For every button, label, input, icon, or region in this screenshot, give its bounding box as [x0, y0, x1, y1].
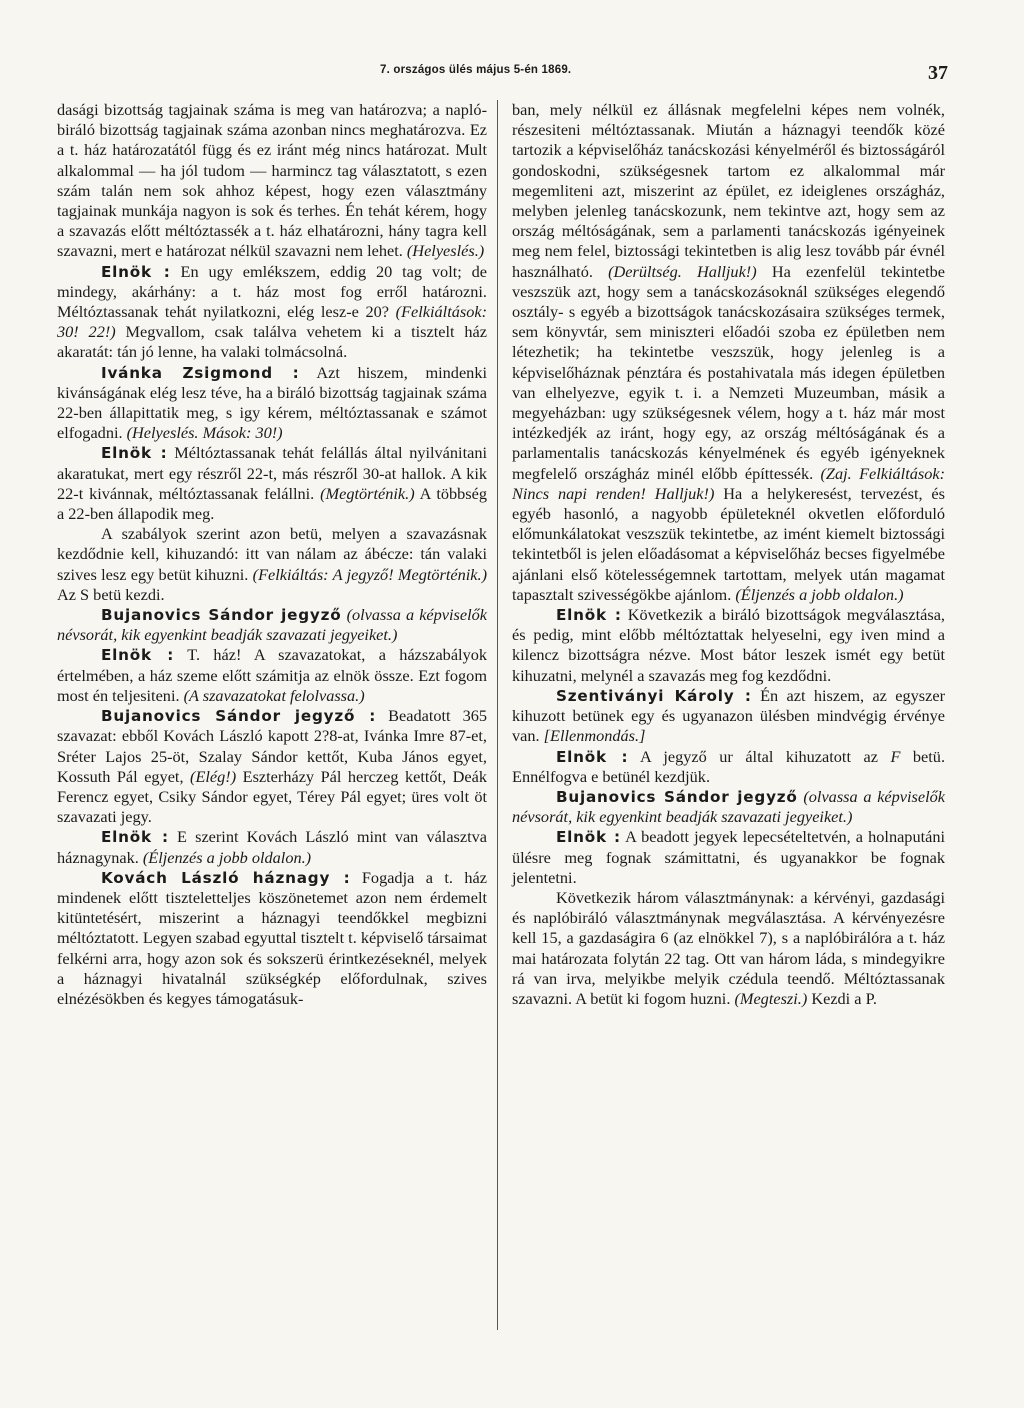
- paragraph: Elnök : En ugy emlékszem, eddig 20 tag volt; de mindegy, akárhány: a t. ház most fog erről határozni. Méltóztassanak tehát nyilatkozni, elég lesz-e 20? (Felkiáltások: 30! 22!) Megvallom, csak találva vehetem ki a tisztelt ház akaratát: tán jó lenne, ha valaki tolmácsolná.: [57, 261, 487, 362]
- speaker-name: Elnök :: [101, 646, 175, 665]
- speaker-name: Elnök :: [556, 828, 621, 847]
- speaker-name: Elnök :: [101, 262, 171, 281]
- paragraph: Elnök : E szerint Kovách László mint van választva háznagynak. (Éljenzés a jobb oldalon.): [57, 827, 488, 867]
- right-column: [512, 100, 945, 1009]
- header-title: 7. országos ülés május 5-én 1869.: [380, 64, 572, 76]
- speaker-name: Bujanovics Sándor jegyző :: [101, 707, 377, 726]
- paragraph: Bujanovics Sándor jegyző (olvassa a képviselők névsorát, kik egyenkint beadják szavazati jegyeiket.): [512, 786, 946, 827]
- paragraph: Szentiványi Károly : Én azt hiszem, az egyszer kihuzott betünek egy és ugyanazon ülésben mindvégig érvénye van. [Ellenmondás.]: [512, 685, 945, 746]
- speaker-name: Szentiványi Károly :: [556, 686, 752, 705]
- speaker-name: Elnök :: [556, 606, 622, 625]
- page-number: 37: [928, 62, 948, 84]
- paragraph: Ivánka Zsigmond : Azt hiszem, mindenki kivánságának elég lesz téve, ha a biráló bizottság tagjainak száma 22-ben állapittatik meg, s igy kérem, méltóztassanak e számot elfogadni. (Helyeslés. Mások: 30!): [57, 362, 487, 443]
- speaker-name: Elnök :: [556, 747, 629, 766]
- paragraph: Bujanovics Sándor jegyző (olvassa a képviselők névsorát, kik egyenkint beadják szavazati jegyeiket.): [57, 605, 487, 645]
- paragraph: dasági bizottság tagjainak száma is meg van határozva; a napló-biráló bizottság tagjainak száma azonban nincs meghatározva. Ez a t. ház határozatától függ és ez iránt még nincs határozat. Mult alkalommal — ha jól tudom — harmincz tag választatott, s ezen szám talán nem sok ahhoz képest, hogy ezen választmány tagjainak munkája nagyon is sok és terhes. Én tehát kérem, hogy a szavazás előtt méltóztassék a t. ház elhatározni, hány tagra kell szavazni, mert e határozat nélkül szavazni nem lehet. (Helyeslés.): [57, 100, 487, 261]
- paragraph: Elnök : T. ház! A szavazatokat, a házszabályok értelmében, a ház szeme előtt számitja az elnök össze. Ezt fogom most én teljesiteni. (A szavazatokat felolvassa.): [57, 645, 487, 705]
- left-column: [57, 100, 487, 1009]
- paragraph: Elnök : A beadott jegyek lepecsételtetvén, a holnaputáni ülésre meg fognak számittatni, és ugyanakkor be fognak jelentetni.: [512, 827, 946, 887]
- paragraph: Kovách László háznagy : Fogadja a t. ház mindenek előtt tiszteletteljes köszönetemet azon nem érdemelt kitüntetésért, miszerint a háznagyi teendőkkel megbizni méltóztatott. Legyen szabad egyuttal tisztelt t. képviselő társaimat felkérni arra, hogy azon sok és sokszerü érintkezéseknél, melyek a háznagyi hivatalnál szükségkép előfordulnak, szives elnézésökben és kegyes támogatásuk-: [57, 867, 487, 1008]
- paragraph: Elnök : Következik a biráló bizottságok megválasztása, és pedig, mint előbb méltóztattak helyeselni, egy iven mind a kilencz bizottságra nézve. Most bátor leszek ismét egy betüt kihuzatni, melynél a szavazás meg fog kezdődni.: [512, 605, 945, 685]
- speaker-name: Elnök :: [101, 828, 169, 847]
- column-divider: [497, 100, 498, 1330]
- paragraph: Elnök : Méltóztassanak tehát felállás által nyilvánitani akaratukat, mert egy részről 22-t, más részről 30-at hallok. A kik 22-t kivánnak, méltóztassanak felállni. (Megtörténik.) A többség a 22-ben állapodik meg.: [57, 443, 487, 524]
- speaker-name: Bujanovics Sándor jegyző: [556, 787, 798, 806]
- paragraph: Bujanovics Sándor jegyző : Beadatott 365 szavazat: ebből Kovách László kapott 2?8-at, Ivánka Imre 87-et, Sréter Lajos 25-öt, Szalay Sándor kettőt, Kuba János egyet, Kossuth Pál egyet, (Elég!) Eszterházy Pál herczeg kettőt, Deák Ferencz egyet, Csiky Sándor egyet, Térey Pál egyet; üres volt öt szavazati jegy.: [57, 706, 487, 827]
- speaker-name: Kovách László háznagy :: [101, 868, 351, 887]
- speaker-name: Elnök :: [101, 444, 168, 463]
- paragraph: ban, mely nélkül ez állásnak megfelelni képes nem volnék, részesiteni méltóztassanak. Miután a háznagyi teendők közé tartozik a képviselőház tanácskozási kényelméről és biztosságáról gondoskodni, szükségesnek tartom ez alkalommal már megemliteni azt, miszerint az épület, ez ideiglenes országház, melyben jelenleg tanácskozunk, nem tekintve azt, hogy sem az ország méltóságának, sem a parlamenti tanácskozás igényeinek meg nem felel, biztossági tekintetben is alig lesz tovább pár évnél használható. (Derültség. Halljuk!) Ha ezenfelül tekintetbe veszszük azt, hogy sem a tanácskozásoknál szükséges elegendő osztály- s egyéb a bizottságok tanácskozásaira szükséges termek, sem könyvtár, sem miniszteri előadói szoba ez épületben nem létezhetik; ha tekintetbe veszszük, hogy jelenleg is a képviselőháznak pénztára és postahivatala más idegen épületben van elhelyezve, egyik t. i. a Nemzeti Muzeumban, másik a megyeházban: ugy szükségesnek vélem, hogy a t. ház már most intézkedjék az iránt, hogy egy, az ország méltóságának és a parlamentalis tanácskozás kényelmének és egyéb igényeknek megfelelő országház minél előbb építtessék. (Zaj. Felkiáltások: Nincs napi renden! Halljuk!) Ha a helykeresést, tervezést, és egyéb hasonló, a nagyobb épületeknél okvetlen előforduló előmunkálatokat veszszük tekintetbe, az imént kiemelt biztossági tekintetből is jelen előadásomat a képviselőház becses figyelmébe ajánlani első kötelességemnek tartottam, melyek után magamat tapasztalt szivességökbe ajánlom. (Éljenzés a jobb oldalon.): [512, 100, 946, 604]
- speaker-name: Bujanovics Sándor jegyző: [101, 606, 342, 625]
- paragraph: A szabályok szerint azon betü, melyen a szavazásnak kezdődnie kell, kihuzandó: itt van nálam az ábécze: tán valaki szives lesz egy betüt kihuzni. (Felkiáltás: A jegyző! Megtörténik.) Az S betü kezdi.: [57, 524, 487, 604]
- speaker-name: Ivánka Zsigmond :: [101, 363, 300, 382]
- paragraph: Következik három választmánynak: a kérvényi, gazdasági és naplóbiráló választmánynak megválasztása. A kérvényezésre kell 15, a gazdaságira 6 (az elnökkel 7), s a naplóbirálóra a t. ház mai határozata folytán 22 tag. Ott van három láda, s mindegyikre rá van irva, melyikbe melyik czédula teendő. Méltóztassanak szavazni. A betüt ki fogom huzni. (Megteszi.) Kezdi a P.: [512, 887, 945, 1008]
- paragraph: Elnök : A jegyző ur által kihuzatott az F betü. Ennélfogva e betünél kezdjük.: [512, 746, 946, 786]
- running-header: [0, 58, 1024, 90]
